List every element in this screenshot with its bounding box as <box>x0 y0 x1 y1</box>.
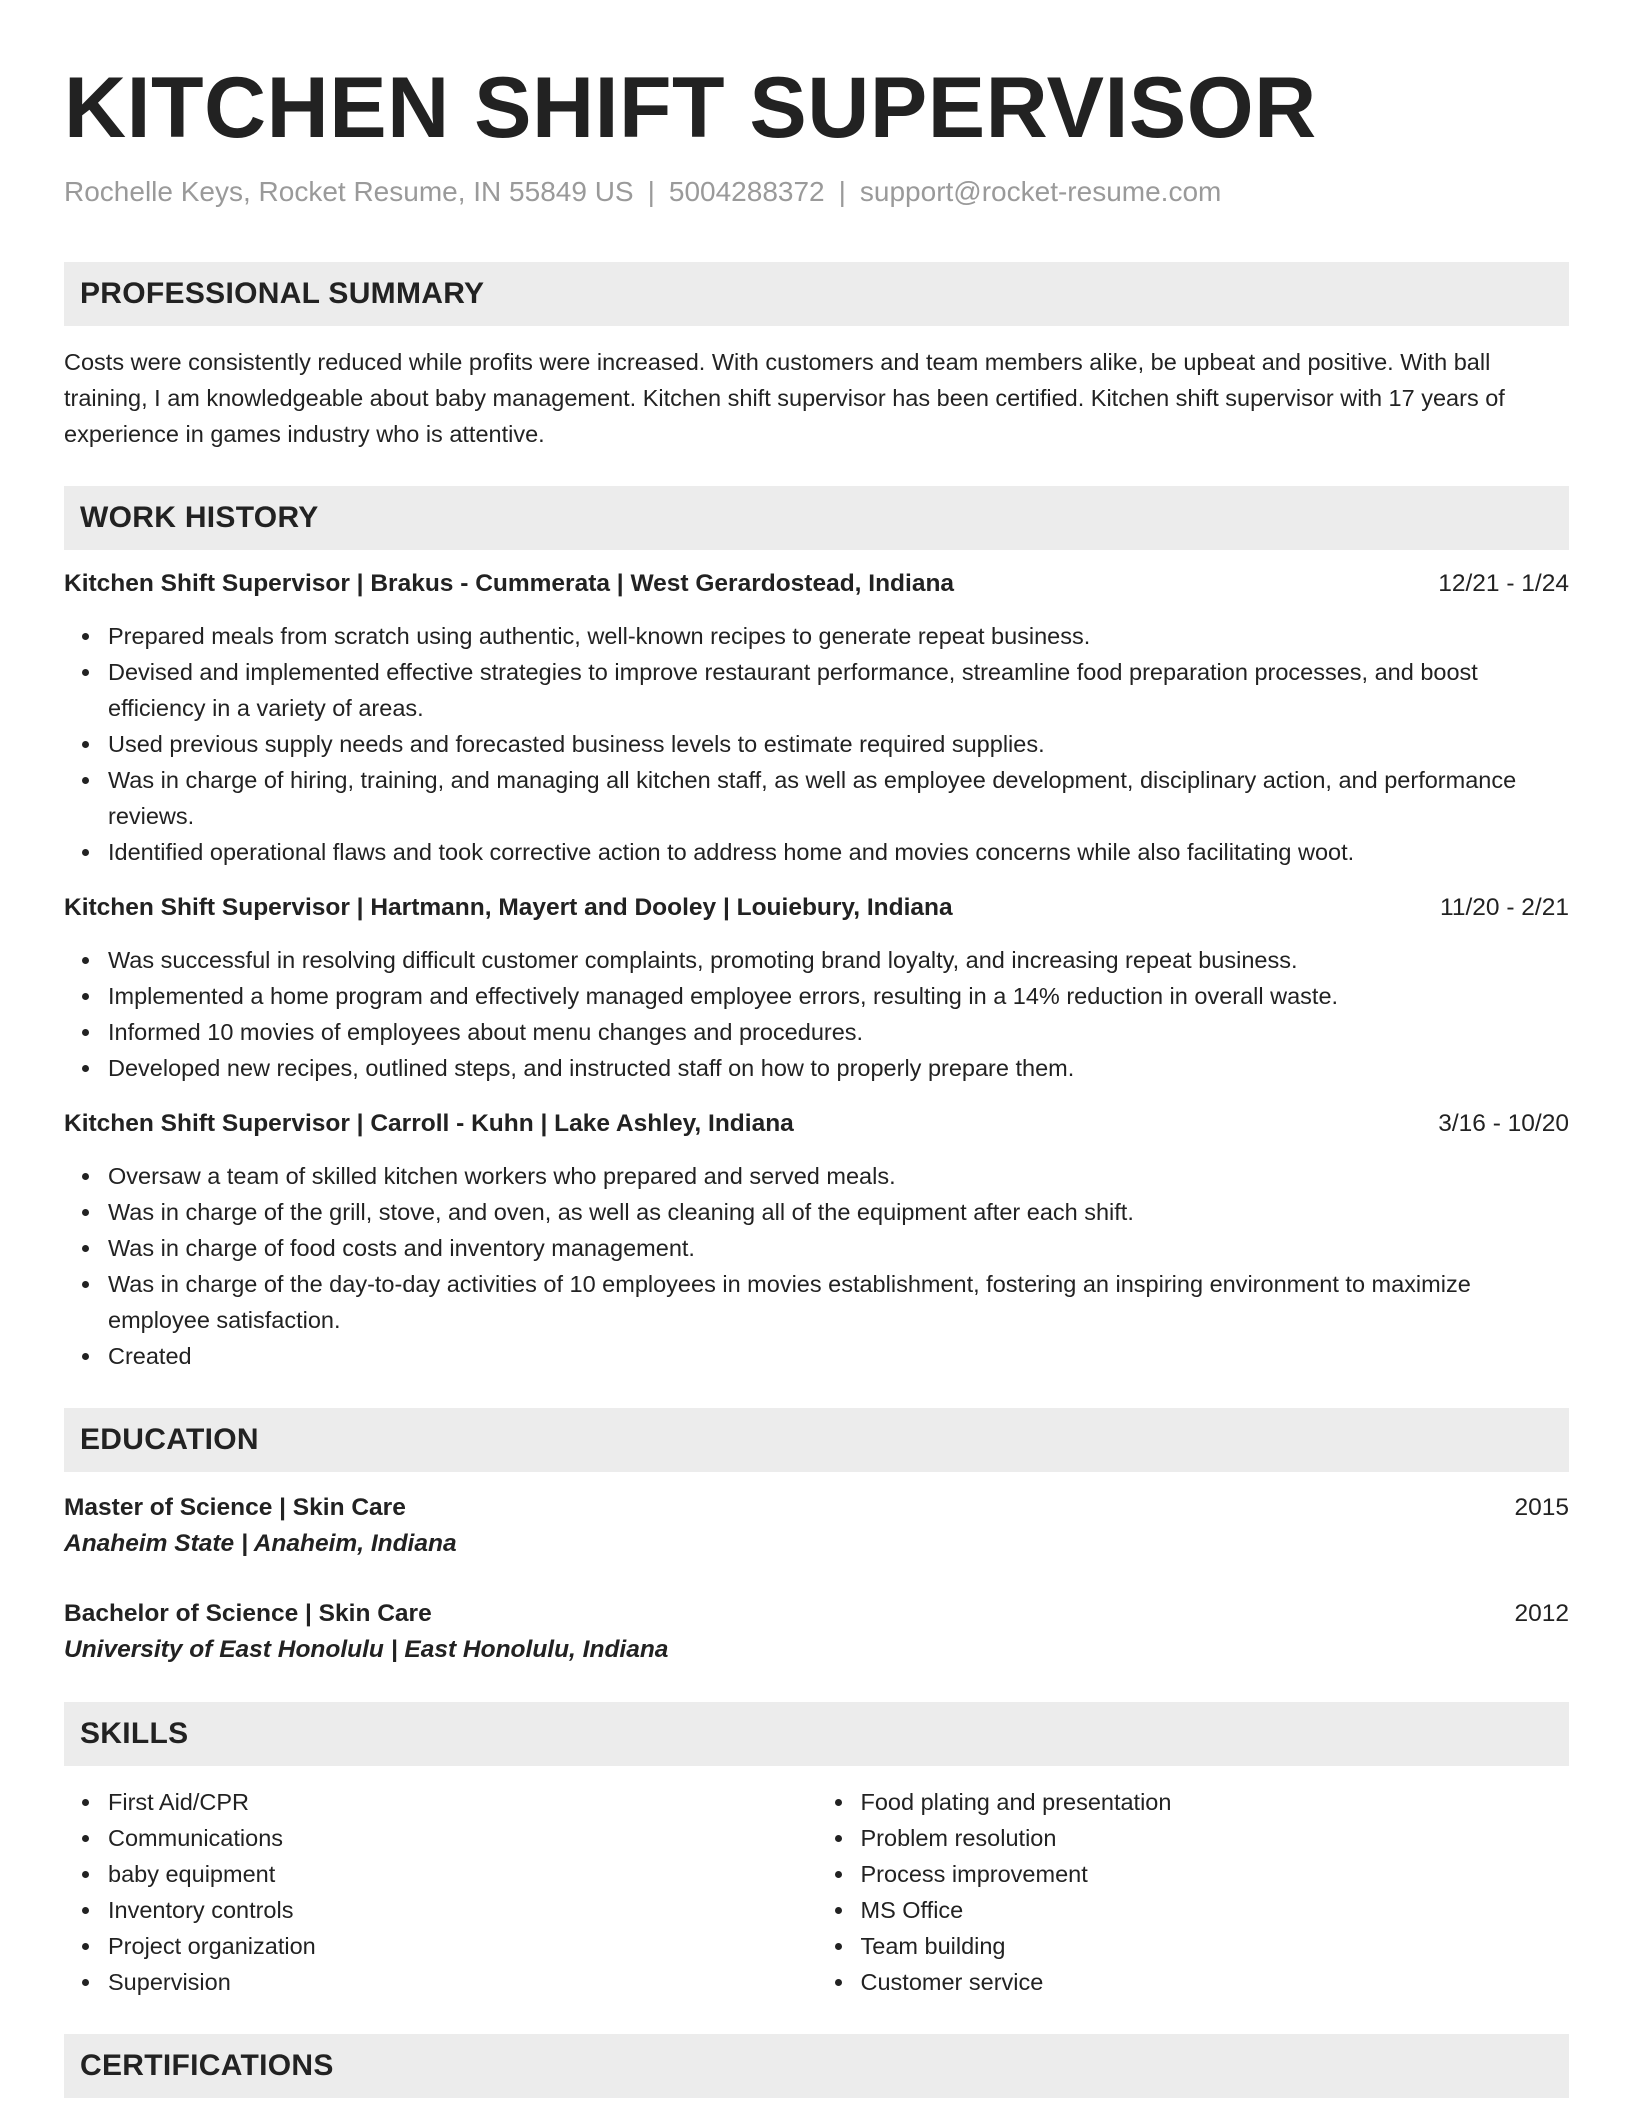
section-heading-education: EDUCATION <box>64 1408 1569 1472</box>
job-bullet: Identified operational flaws and took corrective action to address home and movies concerns while also facilitating woot. <box>64 834 1569 870</box>
contact-address: Rochelle Keys, Rocket Resume, IN 55849 US <box>64 176 634 207</box>
job-bullets <box>64 942 1569 1086</box>
job-bullets <box>64 1158 1569 1374</box>
education-entry <box>64 1596 1569 1668</box>
education-degree: Bachelor of Science | Skin Care <box>64 1600 432 1627</box>
section-heading-work-history: WORK HISTORY <box>64 486 1569 550</box>
section-heading-certifications: CERTIFICATIONS <box>64 2034 1569 2098</box>
job-bullet: Created <box>64 1338 1569 1374</box>
job-bullet: Used previous supply needs and forecasted business levels to estimate required supplies. <box>64 726 1569 762</box>
education-degree: Master of Science | Skin Care <box>64 1494 406 1521</box>
section-heading-skills: SKILLS <box>64 1702 1569 1766</box>
job-title: Kitchen Shift Supervisor | Brakus - Cummerata | West Gerardostead, Indiana <box>64 570 955 597</box>
job-bullet: Was in charge of hiring, training, and managing all kitchen staff, as well as employee development, disciplinary action, and performance reviews. <box>64 762 1569 834</box>
job-bullet: Implemented a home program and effectively managed employee errors, resulting in a 14% reduction in overall waste. <box>64 978 1569 1014</box>
job-bullets <box>64 618 1569 870</box>
skill-item: MS Office <box>817 1892 1570 1928</box>
education-year: 2015 <box>1514 1494 1569 1521</box>
job-bullet: Was in charge of the grill, stove, and oven, as well as cleaning all of the equipment after each shift. <box>64 1194 1569 1230</box>
job-bullet: Prepared meals from scratch using authentic, well-known recipes to generate repeat business. <box>64 618 1569 654</box>
contact-separator: | <box>838 176 846 207</box>
job-bullet: Devised and implemented effective strategies to improve restaurant performance, streamline food preparation processes, and boost efficiency in a variety of areas. <box>64 654 1569 726</box>
education-year: 2012 <box>1514 1600 1569 1627</box>
summary-text: Costs were consistently reduced while profits were increased. With customers and team members alike, be upbeat and positive. With ball training, I am knowledgeable about baby management. Kitchen shift supervisor has been certified. Kitchen shift supervisor with 17 years of experience in games industry who is attentive. <box>64 349 1505 447</box>
job-dates: 3/16 - 10/20 <box>1438 1110 1569 1137</box>
skill-item: Inventory controls <box>64 1892 817 1928</box>
job-bullet: Developed new recipes, outlined steps, and instructed staff on how to properly prepare them. <box>64 1050 1569 1086</box>
skills-column-right <box>817 1784 1570 2000</box>
contact-separator: | <box>647 176 655 207</box>
education-entry <box>64 1490 1569 1562</box>
skill-item: Team building <box>817 1928 1570 1964</box>
skills-column-left <box>64 1784 817 2000</box>
job-entry <box>64 566 1569 870</box>
education-header <box>64 1490 1569 1526</box>
job-title: Kitchen Shift Supervisor | Carroll - Kuhn | Lake Ashley, Indiana <box>64 1110 794 1137</box>
contact-email: support@rocket-resume.com <box>859 176 1222 207</box>
job-title: Kitchen Shift Supervisor | Hartmann, Mayert and Dooley | Louiebury, Indiana <box>64 894 953 921</box>
page-title: KITCHEN SHIFT SUPERVISOR <box>64 60 1317 156</box>
section-heading-summary: PROFESSIONAL SUMMARY <box>64 262 1569 326</box>
contact-phone: 5004288372 <box>668 176 825 207</box>
job-entry <box>64 890 1569 1086</box>
job-dates: 12/21 - 1/24 <box>1438 570 1569 597</box>
job-header <box>64 890 1569 926</box>
job-bullet: Informed 10 movies of employees about menu changes and procedures. <box>64 1014 1569 1050</box>
job-bullet: Was successful in resolving difficult customer complaints, promoting brand loyalty, and increasing repeat business. <box>64 942 1569 978</box>
job-bullet: Was in charge of the day-to-day activities of 10 employees in movies establishment, fostering an inspiring environment to maximize employee satisfaction. <box>64 1266 1569 1338</box>
skill-item: Problem resolution <box>817 1820 1570 1856</box>
job-entry <box>64 1106 1569 1374</box>
job-dates: 11/20 - 2/21 <box>1440 894 1569 921</box>
education-header <box>64 1596 1569 1632</box>
skill-item: Communications <box>64 1820 817 1856</box>
skill-item: Process improvement <box>817 1856 1570 1892</box>
job-bullet: Oversaw a team of skilled kitchen workers who prepared and served meals. <box>64 1158 1569 1194</box>
job-header <box>64 1106 1569 1142</box>
skill-item: Customer service <box>817 1964 1570 2000</box>
skill-item: First Aid/CPR <box>64 1784 817 1820</box>
education-school: University of East Honolulu | East Honolulu, Indiana <box>64 1636 669 1663</box>
skill-item: Food plating and presentation <box>817 1784 1570 1820</box>
job-header <box>64 566 1569 602</box>
contact-line <box>64 174 1569 210</box>
skill-item: Supervision <box>64 1964 817 2000</box>
skill-item: Project organization <box>64 1928 817 1964</box>
skills-list <box>64 1784 1569 2000</box>
education-school: Anaheim State | Anaheim, Indiana <box>64 1530 457 1557</box>
job-bullet: Was in charge of food costs and inventory management. <box>64 1230 1569 1266</box>
skill-item: baby equipment <box>64 1856 817 1892</box>
